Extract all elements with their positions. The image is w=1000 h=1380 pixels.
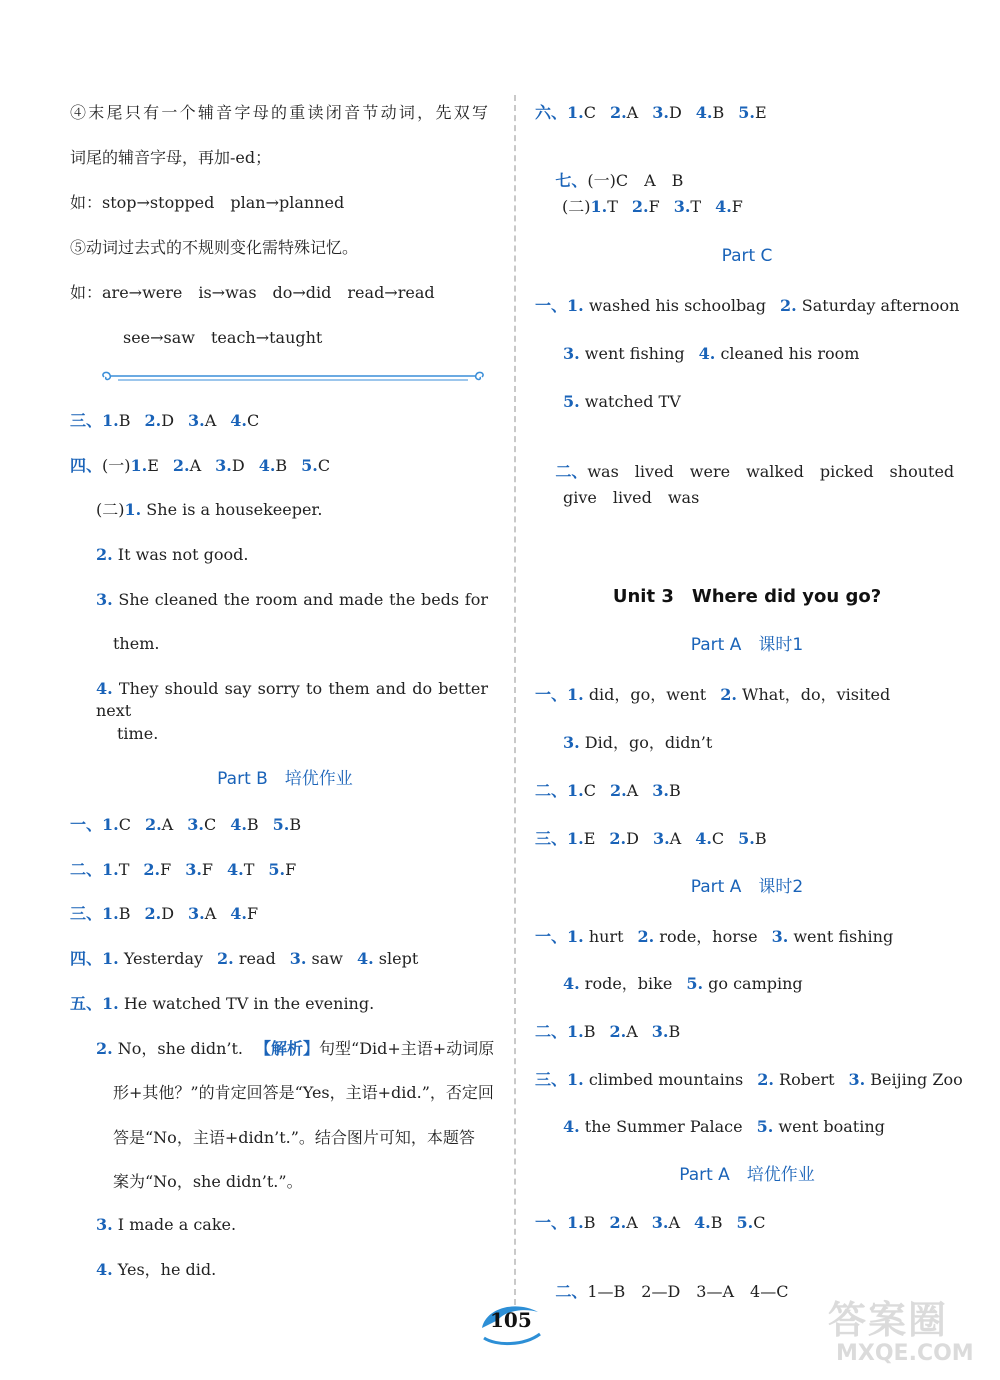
lesson-2-section-1-row-2: 4. rode，bike 5. go camping (563, 974, 803, 993)
lesson-2-section-1-row-1: 一、1. hurt 2. rode，horse 3. went fishing (535, 927, 894, 946)
column-divider (514, 95, 516, 1305)
lesson-2-section-3-row-1: 三、1. climbed mountains 2. Robert 3. Beijing Zoo (535, 1070, 963, 1089)
section-label: 三、 (70, 411, 103, 430)
watermark (808, 1285, 993, 1375)
part-b-section-5-q2: 2. No，she didn’t. 【解析】句型“Did+主语+动词原 (96, 1039, 495, 1058)
part-a-extra-heading: Part A 培优作业 (679, 1165, 815, 1185)
part-b-section-4: 四、1. Yesterday 2. read 3. saw 4. slept (70, 949, 419, 968)
rule-4-line-1: ④末尾只有一个辅音字母的重读闭音节动词，先双写 (70, 103, 488, 122)
extra-section-1: 一、1.B 2.A 3.A 4.B 5.C (535, 1213, 766, 1232)
part-c-heading: Part C (721, 246, 773, 266)
analysis-line-4: 案为“No，she didn’t.”。 (113, 1172, 303, 1191)
rule-5-example-1: 如：are→were is→was do→did read→read (70, 283, 435, 302)
lesson-1-section-1-row-1: 一、1. did，go，went 2. What，do，visited (535, 685, 891, 704)
left-column (70, 0, 500, 1380)
part-c-section-2-row-2: give lived was (563, 488, 700, 507)
analysis-line-3: 答是“No，主语+didn’t.”。结合图片可知，本题答 (113, 1128, 475, 1147)
part-b-section-3: 三、1.B 2.D 3.A 4.F (70, 904, 259, 923)
section-label: 四、 (70, 456, 103, 475)
rule-5-example-2: see→saw teach→taught (123, 328, 323, 347)
part-b-section-5-q3: 3. I made a cake. (96, 1215, 237, 1234)
answer-section-4-part-2-q4-cont: time. (117, 724, 159, 743)
right-column (535, 0, 975, 1380)
lesson-1-section-3: 三、1.E 2.D 3.A 4.C 5.B (535, 829, 767, 848)
answer-section-4-part-2-q1: (二)1. She is a housekeeper. (96, 500, 323, 519)
watermark-title: 答案圈 (828, 1298, 949, 1342)
rule-5: ⑤动词过去式的不规则变化需特殊记忆。 (70, 238, 359, 257)
part-b-section-5-q1: 五、1. He watched TV in the evening. (70, 994, 375, 1013)
answer-section-4-part-2-q3-cont: them. (113, 634, 160, 653)
unit-title: Unit 3 Where did you go? (612, 586, 882, 607)
part-c-section-1-row-3: 5. watched TV (563, 392, 681, 411)
answer-section-4-part-2-q2: 2. It was not good. (96, 545, 249, 564)
answer-section-3: 三、1.B 2.D 3.A 4.C (70, 411, 260, 430)
part-a-lesson-2-heading: Part A 课时2 (690, 877, 804, 897)
analysis-line-2: 形+其他？”的肯定回答是“Yes，主语+did.”，否定回 (113, 1083, 494, 1102)
part-a-lesson-1-heading: Part A 课时1 (690, 635, 804, 655)
page-number-text: 105 (490, 1308, 532, 1332)
lesson-1-section-2: 二、1.C 2.A 3.B (535, 781, 681, 800)
lesson-2-section-3-row-2: 4. the Summer Palace 5. went boating (563, 1117, 885, 1136)
answer-section-4-part-2-q4: 4. They should say sorry to them and do better next (96, 679, 488, 720)
answer-section-7-part-1: 七、(一)C A B (555, 171, 684, 190)
answer-section-4-part-2-q3: 3. She cleaned the room and made the beds for (96, 590, 489, 609)
rule-4-example: 如：stop→stopped plan→planned (70, 193, 345, 212)
lesson-1-section-1-row-2: 3. Did，go，didn’t (563, 733, 713, 752)
page-number (476, 1298, 546, 1348)
part-c-section-1-row-1: 一、1. washed his schoolbag 2. Saturday afternoon (535, 296, 960, 315)
part-c-section-2-row-1: 二、was lived were walked picked shouted (555, 462, 955, 481)
answer-section-7-part-2: (二)1.T 2.F 3.T 4.F (562, 197, 743, 216)
analysis-tag: 【解析】 (255, 1039, 320, 1058)
part-b-heading: Part B 培优作业 (217, 769, 353, 789)
lesson-2-section-2: 二、1.B 2.A 3.B (535, 1022, 681, 1041)
answer-section-4-part-1: 四、(一)1.E 2.A 3.D 4.B 5.C (70, 456, 331, 475)
watermark-url: MXQE.COM (836, 1341, 974, 1366)
part-b-section-2: 二、1.T 2.F 3.F 4.T 5.F (70, 860, 297, 879)
rule-4-line-2: 词尾的辅音字母，再加-ed； (70, 148, 272, 167)
extra-section-2: 二、1—B 2—D 3—A 4—C (555, 1282, 789, 1301)
part-b-section-1: 一、1.C 2.A 3.C 4.B 5.B (70, 815, 302, 834)
part-b-section-5-q4: 4. Yes，he did. (96, 1260, 217, 1279)
answer-section-6: 六、1.C 2.A 3.D 4.B 5.E (535, 103, 767, 122)
part-c-section-1-row-2: 3. went fishing 4. cleaned his room (563, 344, 860, 363)
wave-divider (98, 368, 488, 386)
